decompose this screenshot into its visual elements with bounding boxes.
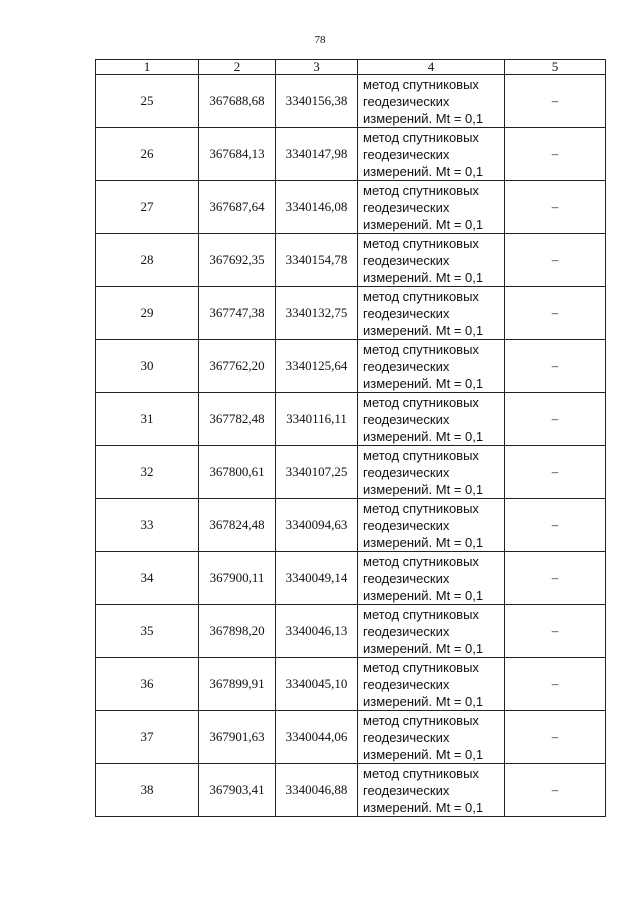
note-cell: – bbox=[505, 552, 606, 605]
method-line-1: метод спутниковых bbox=[363, 129, 479, 145]
x-coordinate-cell: 367687,64 bbox=[199, 181, 276, 234]
method-cell bbox=[358, 552, 505, 605]
method-line-3: измерений. Mt = 0,1 bbox=[363, 428, 484, 444]
method-line-3: измерений. Mt = 0,1 bbox=[363, 640, 484, 656]
note-cell: – bbox=[505, 711, 606, 764]
y-coordinate-cell: 3340046,13 bbox=[276, 605, 358, 658]
point-number-cell: 33 bbox=[96, 499, 199, 552]
method-line-1: метод спутниковых bbox=[363, 765, 479, 781]
x-coordinate-cell: 367684,13 bbox=[199, 128, 276, 181]
table-row bbox=[96, 711, 606, 764]
note-cell: – bbox=[505, 393, 606, 446]
x-coordinate-cell: 367692,35 bbox=[199, 234, 276, 287]
method-cell bbox=[358, 658, 505, 711]
method-cell bbox=[358, 499, 505, 552]
header-col-3: 3 bbox=[276, 60, 358, 75]
point-number-cell: 32 bbox=[96, 446, 199, 499]
method-line-2: геодезических bbox=[363, 729, 450, 745]
method-line-3: измерений. Mt = 0,1 bbox=[363, 163, 484, 179]
point-number-cell: 26 bbox=[96, 128, 199, 181]
note-cell: – bbox=[505, 287, 606, 340]
method-line-2: геодезических bbox=[363, 305, 450, 321]
method-line-1: метод спутниковых bbox=[363, 76, 479, 92]
x-coordinate-cell: 367824,48 bbox=[199, 499, 276, 552]
table-row bbox=[96, 446, 606, 499]
method-line-2: геодезических bbox=[363, 623, 450, 639]
method-line-2: геодезических bbox=[363, 199, 450, 215]
y-coordinate-cell: 3340154,78 bbox=[276, 234, 358, 287]
method-cell bbox=[358, 340, 505, 393]
x-coordinate-cell: 367899,91 bbox=[199, 658, 276, 711]
method-line-3: измерений. Mt = 0,1 bbox=[363, 375, 484, 391]
y-coordinate-cell: 3340132,75 bbox=[276, 287, 358, 340]
method-line-2: геодезических bbox=[363, 464, 450, 480]
method-line-1: метод спутниковых bbox=[363, 606, 479, 622]
method-line-3: измерений. Mt = 0,1 bbox=[363, 746, 484, 762]
method-line-3: измерений. Mt = 0,1 bbox=[363, 534, 484, 550]
method-cell bbox=[358, 764, 505, 817]
table-row bbox=[96, 234, 606, 287]
method-cell bbox=[358, 128, 505, 181]
coordinates-table bbox=[95, 59, 606, 817]
table-row bbox=[96, 393, 606, 446]
point-number-cell: 25 bbox=[96, 75, 199, 128]
method-line-3: измерений. Mt = 0,1 bbox=[363, 587, 484, 603]
method-line-2: геодезических bbox=[363, 358, 450, 374]
method-line-3: измерений. Mt = 0,1 bbox=[363, 269, 484, 285]
x-coordinate-cell: 367762,20 bbox=[199, 340, 276, 393]
y-coordinate-cell: 3340107,25 bbox=[276, 446, 358, 499]
header-col-2: 2 bbox=[199, 60, 276, 75]
method-line-1: метод спутниковых bbox=[363, 288, 479, 304]
table-row bbox=[96, 287, 606, 340]
note-cell: – bbox=[505, 764, 606, 817]
y-coordinate-cell: 3340156,38 bbox=[276, 75, 358, 128]
method-cell bbox=[358, 234, 505, 287]
x-coordinate-cell: 367901,63 bbox=[199, 711, 276, 764]
method-line-1: метод спутниковых bbox=[363, 182, 479, 198]
note-cell: – bbox=[505, 605, 606, 658]
y-coordinate-cell: 3340046,88 bbox=[276, 764, 358, 817]
method-line-1: метод спутниковых bbox=[363, 500, 479, 516]
point-number-cell: 31 bbox=[96, 393, 199, 446]
method-line-1: метод спутниковых bbox=[363, 394, 479, 410]
table-row bbox=[96, 605, 606, 658]
x-coordinate-cell: 367800,61 bbox=[199, 446, 276, 499]
point-number-cell: 34 bbox=[96, 552, 199, 605]
method-line-2: геодезических bbox=[363, 93, 450, 109]
method-line-2: геодезических bbox=[363, 517, 450, 533]
table-row bbox=[96, 128, 606, 181]
x-coordinate-cell: 367747,38 bbox=[199, 287, 276, 340]
y-coordinate-cell: 3340146,08 bbox=[276, 181, 358, 234]
method-line-3: измерений. Mt = 0,1 bbox=[363, 481, 484, 497]
method-line-2: геодезических bbox=[363, 411, 450, 427]
point-number-cell: 38 bbox=[96, 764, 199, 817]
table-row bbox=[96, 75, 606, 128]
point-number-cell: 29 bbox=[96, 287, 199, 340]
method-line-2: геодезических bbox=[363, 570, 450, 586]
y-coordinate-cell: 3340147,98 bbox=[276, 128, 358, 181]
page-number: 78 bbox=[314, 34, 326, 46]
method-line-2: геодезических bbox=[363, 782, 450, 798]
point-number-cell: 30 bbox=[96, 340, 199, 393]
method-line-1: метод спутниковых bbox=[363, 659, 479, 675]
point-number-cell: 28 bbox=[96, 234, 199, 287]
point-number-cell: 37 bbox=[96, 711, 199, 764]
x-coordinate-cell: 367688,68 bbox=[199, 75, 276, 128]
point-number-cell: 27 bbox=[96, 181, 199, 234]
note-cell: – bbox=[505, 181, 606, 234]
note-cell: – bbox=[505, 340, 606, 393]
method-line-1: метод спутниковых bbox=[363, 553, 479, 569]
x-coordinate-cell: 367903,41 bbox=[199, 764, 276, 817]
note-cell: – bbox=[505, 499, 606, 552]
table-row bbox=[96, 764, 606, 817]
note-cell: – bbox=[505, 128, 606, 181]
method-line-3: измерений. Mt = 0,1 bbox=[363, 216, 484, 232]
x-coordinate-cell: 367898,20 bbox=[199, 605, 276, 658]
note-cell: – bbox=[505, 234, 606, 287]
point-number-cell: 35 bbox=[96, 605, 199, 658]
table-row bbox=[96, 181, 606, 234]
x-coordinate-cell: 367782,48 bbox=[199, 393, 276, 446]
y-coordinate-cell: 3340045,10 bbox=[276, 658, 358, 711]
y-coordinate-cell: 3340044,06 bbox=[276, 711, 358, 764]
method-line-1: метод спутниковых bbox=[363, 341, 479, 357]
method-line-2: геодезических bbox=[363, 252, 450, 268]
method-line-1: метод спутниковых bbox=[363, 447, 479, 463]
table-row bbox=[96, 658, 606, 711]
method-cell bbox=[358, 393, 505, 446]
method-line-2: геодезических bbox=[363, 146, 450, 162]
x-coordinate-cell: 367900,11 bbox=[199, 552, 276, 605]
table-row bbox=[96, 499, 606, 552]
method-line-3: измерений. Mt = 0,1 bbox=[363, 799, 484, 815]
y-coordinate-cell: 3340094,63 bbox=[276, 499, 358, 552]
method-cell bbox=[358, 75, 505, 128]
note-cell: – bbox=[505, 658, 606, 711]
method-cell bbox=[358, 711, 505, 764]
table-row bbox=[96, 340, 606, 393]
note-cell: – bbox=[505, 446, 606, 499]
method-cell bbox=[358, 181, 505, 234]
method-line-1: метод спутниковых bbox=[363, 712, 479, 728]
header-col-1: 1 bbox=[96, 60, 199, 75]
method-cell bbox=[358, 287, 505, 340]
method-cell bbox=[358, 446, 505, 499]
method-line-3: измерений. Mt = 0,1 bbox=[363, 693, 484, 709]
header-col-4: 4 bbox=[358, 60, 505, 75]
method-line-3: измерений. Mt = 0,1 bbox=[363, 322, 484, 338]
y-coordinate-cell: 3340049,14 bbox=[276, 552, 358, 605]
y-coordinate-cell: 3340125,64 bbox=[276, 340, 358, 393]
method-line-1: метод спутниковых bbox=[363, 235, 479, 251]
method-line-3: измерений. Mt = 0,1 bbox=[363, 110, 484, 126]
method-cell bbox=[358, 605, 505, 658]
table-header-row bbox=[96, 60, 606, 75]
method-line-2: геодезических bbox=[363, 676, 450, 692]
header-col-5: 5 bbox=[505, 60, 606, 75]
y-coordinate-cell: 3340116,11 bbox=[276, 393, 358, 446]
note-cell: – bbox=[505, 75, 606, 128]
point-number-cell: 36 bbox=[96, 658, 199, 711]
table-row bbox=[96, 552, 606, 605]
